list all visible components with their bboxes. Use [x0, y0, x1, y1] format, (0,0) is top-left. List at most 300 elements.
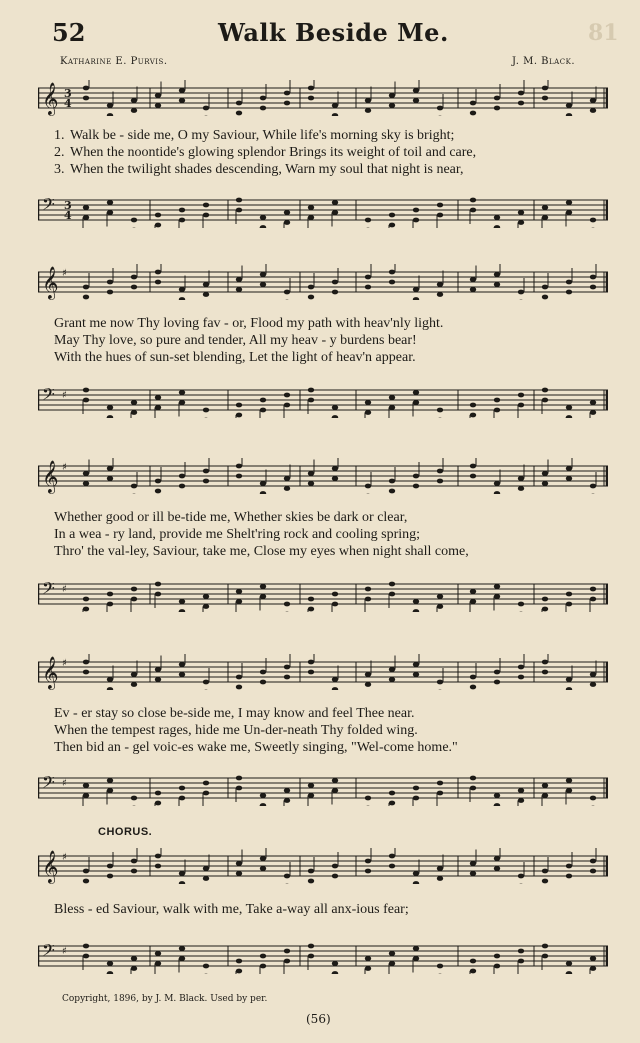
note-head [131, 108, 137, 113]
note-head [203, 594, 209, 599]
note-head [470, 198, 476, 203]
note-head [365, 98, 371, 103]
note-head [389, 395, 395, 400]
treble-staff [38, 264, 608, 300]
note-head [332, 961, 338, 966]
note-head [566, 961, 572, 966]
note-head [236, 474, 242, 479]
note-head [203, 791, 209, 796]
note-head [260, 408, 266, 413]
note-head [203, 680, 209, 685]
note-head [332, 592, 338, 597]
note-head [260, 793, 266, 798]
note-head [389, 791, 395, 796]
note-head [413, 786, 419, 791]
note-head [179, 208, 185, 213]
note-head [365, 966, 371, 971]
lyric-line [54, 527, 610, 543]
note-head [260, 670, 266, 675]
note-head [179, 796, 185, 801]
note-head [590, 108, 596, 113]
note-head [413, 609, 419, 612]
treble-staff [38, 80, 608, 116]
note-head [566, 200, 572, 205]
bass-staff [38, 382, 608, 418]
note-head [107, 971, 113, 974]
note-head [308, 388, 314, 393]
note-head [437, 604, 443, 609]
lyric-text: When the tempest rages, hide me Un-der-neath Thy folded wing. [54, 723, 418, 738]
note-head [437, 781, 443, 786]
bass-clef-icon: 𝄢 [42, 194, 55, 218]
note-head [284, 101, 290, 106]
note-head [542, 597, 548, 602]
note-head [131, 410, 137, 415]
note-head [389, 93, 395, 98]
note-head [332, 415, 338, 418]
note-head [566, 874, 572, 879]
note-head [308, 481, 314, 486]
key-signature-sharp-icon: ♯ [62, 778, 67, 789]
note-head [203, 106, 209, 111]
note-head [494, 398, 500, 403]
note-head [260, 106, 266, 111]
note-head [131, 484, 137, 489]
note-head [260, 954, 266, 959]
note-head [542, 285, 548, 290]
lyric-line [54, 740, 610, 756]
bass-clef-icon: 𝄢 [42, 578, 55, 602]
note-head [236, 675, 242, 680]
note-head [236, 403, 242, 408]
note-head [284, 675, 290, 680]
note-head [131, 869, 137, 874]
note-head [308, 398, 314, 403]
note-head [542, 879, 548, 884]
note-head [494, 215, 500, 220]
time-signature-bottom: 4 [64, 209, 72, 222]
note-head [284, 602, 290, 607]
note-head [179, 599, 185, 604]
treble-clef-icon: 𝄞 [42, 266, 59, 299]
note-head [437, 866, 443, 871]
note-head [518, 602, 524, 607]
lyric-text: Then bid an - gel voic-es wake me, Sweetly singing, "Wel-come home." [54, 740, 458, 755]
note-head [203, 781, 209, 786]
note-head [236, 685, 242, 690]
note-head [203, 469, 209, 474]
note-head [284, 788, 290, 793]
note-head [413, 956, 419, 961]
note-head [236, 277, 242, 282]
note-head [494, 408, 500, 413]
note-head [332, 971, 338, 974]
note-head [107, 788, 113, 793]
lyric-text: Thro' the val-ley, Saviour, take me, Close my eyes when night shall come, [54, 544, 469, 559]
note-head [518, 393, 524, 398]
note-head [236, 969, 242, 974]
note-head [83, 471, 89, 476]
note-head [107, 210, 113, 215]
note-head [131, 597, 137, 602]
note-head [437, 964, 443, 969]
note-head [494, 106, 500, 111]
note-head [518, 798, 524, 803]
note-head [308, 205, 314, 210]
note-head [332, 778, 338, 783]
lyric-line: 3. When the twilight shades descending, Warn my soul that night is near, [54, 162, 464, 177]
key-signature-sharp-icon: ♯ [62, 268, 67, 279]
note-head [590, 672, 596, 677]
note-head [413, 390, 419, 395]
note-head [542, 607, 548, 612]
note-head [179, 98, 185, 103]
note-head [308, 96, 314, 101]
note-head [155, 592, 161, 597]
note-head [155, 801, 161, 806]
lyric-text: Walk be - side me, O my Saviour, While life's morning sky is bright; [70, 128, 455, 143]
note-head [518, 91, 524, 96]
lyric-text: Whether good or ill be-tide me, Whether skies be dark or clear, [54, 510, 408, 525]
note-head [107, 602, 113, 607]
note-head [83, 944, 89, 949]
note-head [83, 285, 89, 290]
note-head [308, 295, 314, 300]
lyric-line: 1. Walk be - side me, O my Saviour, While life's morning sky is bright; [54, 128, 455, 143]
hymn-number: 52 [52, 18, 86, 47]
note-head [107, 113, 113, 116]
note-head [83, 879, 89, 884]
bass-staff [38, 192, 608, 228]
note-head [179, 672, 185, 677]
note-head [470, 675, 476, 680]
note-head [155, 270, 161, 275]
note-head [365, 682, 371, 687]
note-head [470, 464, 476, 469]
note-head [284, 949, 290, 954]
treble-staff [38, 458, 608, 494]
key-signature-sharp-icon: ♯ [62, 946, 67, 957]
lyric-line [54, 316, 610, 332]
key-signature-sharp-icon: ♯ [62, 390, 67, 401]
note-head [365, 108, 371, 113]
note-head [83, 388, 89, 393]
note-head [203, 292, 209, 297]
note-head [107, 874, 113, 879]
note-head [590, 682, 596, 687]
note-head [437, 106, 443, 111]
note-head [365, 285, 371, 290]
note-head [179, 662, 185, 667]
note-head [260, 272, 266, 277]
note-head [590, 966, 596, 971]
note-head [260, 96, 266, 101]
note-head [413, 208, 419, 213]
note-head [590, 587, 596, 592]
note-head [332, 687, 338, 690]
note-head [83, 607, 89, 612]
note-head [260, 491, 266, 494]
lyric-text: In a wea - ry land, provide me Shelt'ring rock and cooling spring; [54, 527, 421, 542]
note-head [470, 861, 476, 866]
note-head [107, 466, 113, 471]
note-head [179, 390, 185, 395]
note-head [470, 776, 476, 781]
note-head [332, 476, 338, 481]
note-head [179, 287, 185, 292]
note-head [83, 481, 89, 486]
note-head [131, 672, 137, 677]
note-head [470, 589, 476, 594]
note-head [236, 871, 242, 876]
time-signature-top: 3 [64, 199, 72, 212]
note-head [413, 946, 419, 951]
note-head [308, 783, 314, 788]
note-head [284, 798, 290, 803]
note-head [284, 486, 290, 491]
note-head [437, 791, 443, 796]
note-head [236, 111, 242, 116]
note-head [365, 275, 371, 280]
note-head [107, 961, 113, 966]
note-head [236, 589, 242, 594]
note-head [284, 476, 290, 481]
note-head [470, 413, 476, 418]
note-head [389, 223, 395, 228]
note-head [155, 854, 161, 859]
note-head [203, 876, 209, 881]
note-head [437, 594, 443, 599]
treble-staff [38, 848, 608, 884]
treble-staff [38, 654, 608, 690]
key-signature-sharp-icon: ♯ [62, 658, 67, 669]
note-head [332, 602, 338, 607]
note-head [389, 103, 395, 108]
note-head [284, 393, 290, 398]
note-head [389, 270, 395, 275]
note-head [107, 280, 113, 285]
note-head [470, 101, 476, 106]
note-head [518, 949, 524, 954]
note-head [155, 223, 161, 228]
note-head [83, 86, 89, 91]
note-head [518, 220, 524, 225]
note-head [236, 287, 242, 292]
note-head [155, 103, 161, 108]
note-head [155, 667, 161, 672]
note-head [131, 796, 137, 801]
note-head [83, 670, 89, 675]
note-head [179, 400, 185, 405]
note-head [365, 859, 371, 864]
bass-clef-icon: 𝄢 [42, 772, 55, 796]
note-head [389, 854, 395, 859]
note-head [590, 98, 596, 103]
note-head [566, 476, 572, 481]
note-head [470, 959, 476, 964]
note-head [260, 594, 266, 599]
note-head [131, 98, 137, 103]
note-head [155, 280, 161, 285]
note-head [518, 210, 524, 215]
note-head [308, 954, 314, 959]
note-head [518, 101, 524, 106]
treble-clef-icon: 𝄞 [42, 460, 59, 493]
note-head [179, 786, 185, 791]
note-head [107, 677, 113, 682]
note-head [332, 466, 338, 471]
page-number: (56) [306, 1012, 331, 1026]
bass-clef-icon: 𝄢 [42, 940, 55, 964]
note-head [542, 783, 548, 788]
note-head [437, 203, 443, 208]
note-head [107, 200, 113, 205]
note-head [179, 297, 185, 300]
note-head [470, 786, 476, 791]
note-head [83, 398, 89, 403]
note-head [566, 778, 572, 783]
note-head [542, 869, 548, 874]
note-head [260, 225, 266, 228]
note-head [236, 413, 242, 418]
note-head [179, 871, 185, 876]
bass-staff [38, 938, 608, 974]
note-head [590, 597, 596, 602]
note-head [566, 466, 572, 471]
note-head [365, 400, 371, 405]
note-head [590, 275, 596, 280]
note-head [470, 111, 476, 116]
note-head [155, 677, 161, 682]
note-head [470, 599, 476, 604]
note-head [365, 956, 371, 961]
note-head [413, 484, 419, 489]
note-head [542, 86, 548, 91]
note-head [284, 91, 290, 96]
note-head [332, 103, 338, 108]
note-head [365, 587, 371, 592]
note-head [494, 803, 500, 806]
note-head [494, 594, 500, 599]
note-head [413, 796, 419, 801]
note-head [413, 400, 419, 405]
note-head [389, 489, 395, 494]
note-head [332, 788, 338, 793]
treble-clef-icon: 𝄞 [42, 656, 59, 689]
note-head [236, 198, 242, 203]
note-head [437, 680, 443, 685]
note-head [518, 476, 524, 481]
note-head [131, 587, 137, 592]
note-head [365, 672, 371, 677]
treble-clef-icon: 𝄞 [42, 850, 59, 883]
note-head [590, 869, 596, 874]
note-head [494, 96, 500, 101]
lyric-line [54, 544, 610, 560]
note-head [566, 687, 572, 690]
note-head [155, 864, 161, 869]
note-head [389, 667, 395, 672]
note-head [308, 607, 314, 612]
note-head [494, 584, 500, 589]
lyric-text: Bless - ed Saviour, walk with me, Take a-way all anx-ious fear; [54, 902, 409, 917]
note-head [284, 403, 290, 408]
note-head [518, 788, 524, 793]
note-head [260, 481, 266, 486]
lyric-line [54, 723, 610, 739]
note-head [260, 398, 266, 403]
note-head [566, 280, 572, 285]
note-head [308, 471, 314, 476]
note-head [260, 856, 266, 861]
note-head [236, 776, 242, 781]
note-head [566, 788, 572, 793]
note-head [470, 208, 476, 213]
bleed-through-number: 81 [588, 20, 619, 46]
note-head [107, 864, 113, 869]
lyric-line [54, 706, 610, 722]
note-head [284, 290, 290, 295]
bass-staff [38, 576, 608, 612]
note-head [284, 210, 290, 215]
note-head [308, 597, 314, 602]
note-head [236, 959, 242, 964]
note-head [518, 665, 524, 670]
note-head [131, 859, 137, 864]
lyric-text: With the hues of sun-set blending, Let the light of heav'n appear. [54, 350, 416, 365]
note-head [413, 474, 419, 479]
note-head [203, 604, 209, 609]
note-head [494, 856, 500, 861]
note-head [203, 282, 209, 287]
note-head [260, 866, 266, 871]
note-head [83, 954, 89, 959]
note-head [155, 395, 161, 400]
note-head [260, 680, 266, 685]
note-head [413, 599, 419, 604]
note-head [413, 662, 419, 667]
note-head [566, 210, 572, 215]
note-head [518, 403, 524, 408]
note-head [590, 859, 596, 864]
note-head [107, 687, 113, 690]
note-head [389, 405, 395, 410]
note-head [542, 388, 548, 393]
note-head [284, 959, 290, 964]
note-head [179, 946, 185, 951]
note-head [389, 864, 395, 869]
note-head [308, 285, 314, 290]
note-head [308, 670, 314, 675]
note-head [566, 602, 572, 607]
note-head [83, 793, 89, 798]
note-head [494, 272, 500, 277]
note-head [179, 474, 185, 479]
lyric-text: When the noontide's glowing splendor Brings its weight of toil and care, [70, 145, 477, 160]
note-head [131, 966, 137, 971]
note-head [470, 403, 476, 408]
note-head [107, 405, 113, 410]
note-head [203, 479, 209, 484]
note-head [131, 682, 137, 687]
note-head [131, 956, 137, 961]
note-head [590, 796, 596, 801]
note-head [332, 290, 338, 295]
note-head [284, 665, 290, 670]
note-head [365, 597, 371, 602]
note-head [155, 405, 161, 410]
note-head [107, 778, 113, 783]
